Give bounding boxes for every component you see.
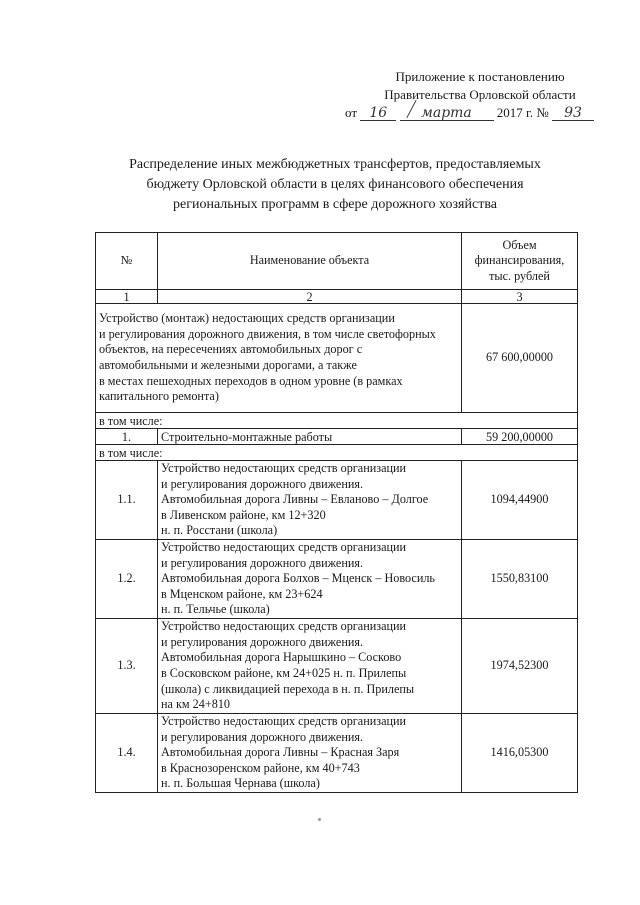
table-row-object — [96, 461, 578, 540]
main-row-line: автомобильными и железными дорогами, а также — [99, 358, 357, 372]
object-description — [158, 461, 462, 540]
object-line: Автомобильная дорога Ливны – Евланово – Долгое — [161, 492, 429, 507]
table-row-including-1 — [96, 413, 578, 429]
object-line: Устройство недостающих средств организации — [161, 540, 407, 555]
main-row-description — [96, 304, 462, 413]
main-row-line: в местах пешеходных переходов в одном уровне (в рамках — [99, 373, 403, 388]
header-line-2: Правительства Орловской области — [384, 87, 576, 102]
document-title — [95, 155, 575, 215]
object-num: 1.1. — [96, 461, 158, 540]
main-row-line: Устройство (монтаж) недостающих средств организации — [99, 311, 395, 326]
object-line: н. п. Тельчье (школа) — [161, 602, 270, 617]
object-line: Устройство недостающих средств организации — [161, 619, 407, 634]
header-line-1: Приложение к постановлению — [395, 69, 565, 84]
header-num: № — [96, 233, 158, 290]
title-line-2: бюджету Орловской области в целях финансового обеспечения — [146, 177, 524, 192]
col-number-1: 1 — [96, 290, 158, 304]
header-date-line — [345, 104, 615, 122]
object-line: Автомобильная дорога Ливны – Красная Заря — [161, 745, 400, 760]
object-line: Устройство недостающих средств организации — [161, 461, 407, 476]
funding-table — [95, 232, 578, 793]
object-line: в Сосковском районе, км 24+025 н. п. Прилепы — [161, 666, 407, 680]
section-name: Строительно-монтажные работы — [158, 429, 462, 445]
page-speck — [318, 818, 321, 821]
object-line: в Мценском районе, км 23+624 — [161, 586, 323, 601]
object-amount: 1550,83100 — [462, 540, 578, 619]
header-amount-line-3: тыс. рублей — [489, 268, 550, 283]
object-num: 1.2. — [96, 540, 158, 619]
table-row-object — [96, 619, 578, 714]
date-year: 2017 г. № — [496, 105, 549, 120]
object-description — [158, 619, 462, 714]
object-num: 1.4. — [96, 714, 158, 793]
document-header — [345, 68, 615, 122]
object-line: в Ливенском районе, км 12+320 — [161, 507, 326, 522]
handwritten-doc-number: 93 — [552, 106, 594, 121]
including-label-2: в том числе: — [96, 445, 578, 461]
object-description — [158, 540, 462, 619]
object-amount: 1094,44900 — [462, 461, 578, 540]
section-amount: 59 200,00000 — [462, 429, 578, 445]
object-line: н. п. Большая Чернава (школа) — [161, 776, 320, 791]
table-row-main — [96, 304, 578, 413]
handwritten-day: 16 — [360, 106, 396, 121]
table-row-section — [96, 429, 578, 445]
header-name: Наименование объекта — [158, 233, 462, 290]
table-row-including-2 — [96, 445, 578, 461]
main-row-amount: 67 600,00000 — [462, 304, 578, 413]
object-line: Устройство недостающих средств организации — [161, 714, 407, 729]
object-line: н. п. Росстани (школа) — [161, 523, 278, 538]
including-label-1: в том числе: — [96, 413, 578, 429]
col-number-3: 3 — [462, 290, 578, 304]
object-line: Автомобильная дорога Болхов – Мценск – Новосиль — [161, 571, 435, 586]
object-line: на км 24+810 — [161, 697, 231, 712]
object-line: Автомобильная дорога Нарышкино – Сосково — [161, 650, 402, 665]
title-line-1: Распределение иных межбюджетных трансфертов, предоставляемых — [129, 157, 541, 172]
table-row-object — [96, 714, 578, 793]
header-amount-line-1: Объем — [502, 237, 537, 252]
main-row-line: капитального ремонта) — [99, 389, 219, 404]
date-prefix: от — [345, 105, 358, 120]
column-number-row — [96, 290, 578, 304]
object-description — [158, 714, 462, 793]
object-line: в Краснозоренском районе, км 40+743 — [161, 760, 360, 775]
object-line: и регулирования дорожного движения. — [161, 729, 364, 744]
table-row-object — [96, 540, 578, 619]
section-num: 1. — [96, 429, 158, 445]
object-line: (школа) с ликвидацией перехода в н. п. Прилепы — [161, 681, 415, 696]
handwritten-month: марта — [400, 106, 494, 121]
object-line: и регулирования дорожного движения. — [161, 634, 364, 649]
col-number-2: 2 — [158, 290, 462, 304]
object-amount: 1974,52300 — [462, 619, 578, 714]
title-line-3: региональных программ в сфере дорожного хозяйства — [173, 197, 497, 212]
header-amount-line-2: финансирования, — [474, 253, 565, 268]
table-header-row — [96, 233, 578, 290]
main-row-line: объектов, на пересечениях автомобильных дорог с — [99, 342, 363, 357]
object-line: и регулирования дорожного движения. — [161, 555, 364, 570]
header-amount — [462, 233, 578, 290]
object-num: 1.3. — [96, 619, 158, 714]
object-line: и регулирования дорожного движения. — [161, 476, 364, 491]
object-amount: 1416,05300 — [462, 714, 578, 793]
main-row-line: и регулирования дорожного движения, в том числе светофорных — [99, 326, 436, 341]
